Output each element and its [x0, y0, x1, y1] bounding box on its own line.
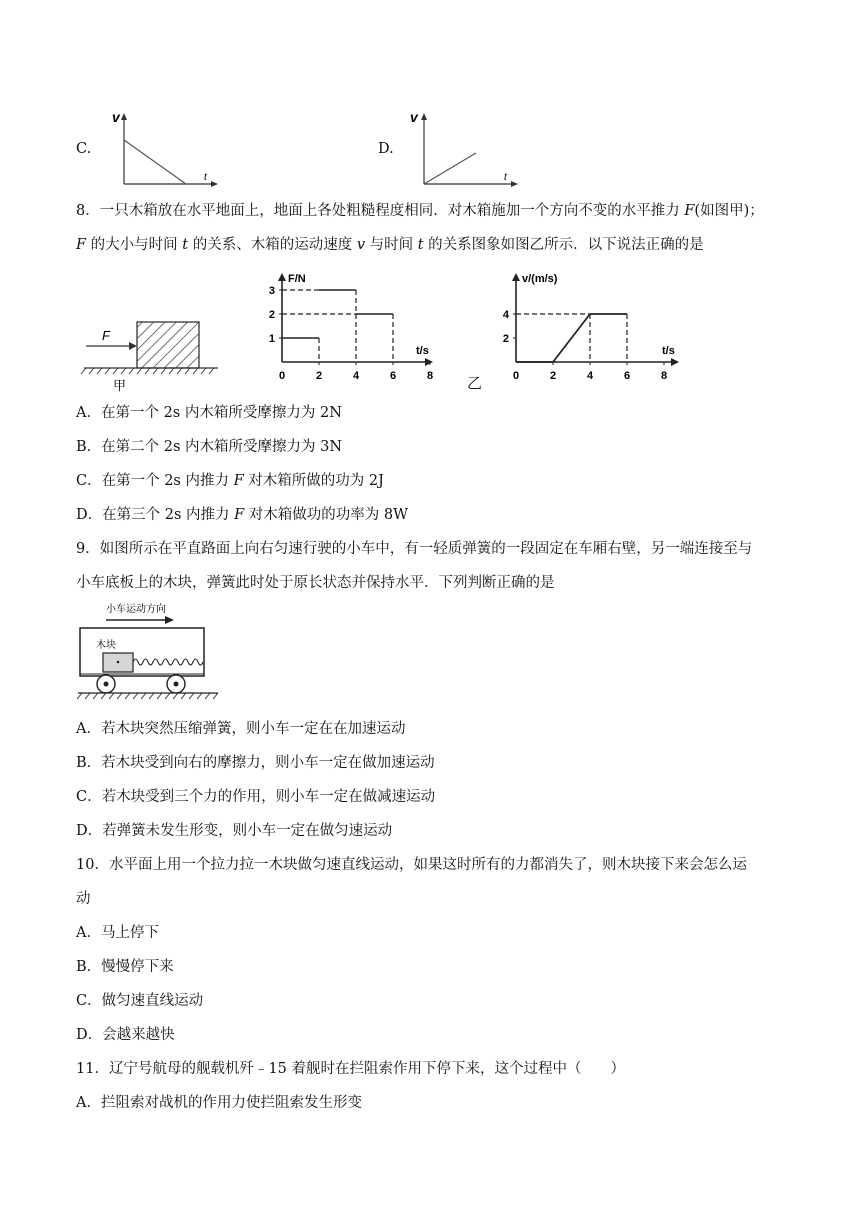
q10-option-b: B．慢慢停下来: [76, 959, 174, 975]
direction-arrow-icon: [165, 616, 174, 624]
force-arrow-icon: [129, 342, 137, 350]
y-axis-arrow-icon: [512, 273, 520, 281]
y-axis-label: v/(m/s): [522, 273, 558, 285]
q8-option-a: A．在第一个 2s 内木箱所受摩擦力为 2N: [76, 405, 342, 421]
x-tick-label: 2: [315, 370, 323, 382]
velocity-time-chart: [496, 262, 690, 390]
figure-caption-jia: 甲: [113, 378, 127, 393]
q8-option-c: C．在第一个 2s 内推力 F 对木箱所做的功为 2J: [76, 473, 384, 489]
y-axis-arrow-icon: [278, 273, 286, 281]
q9-cart-figure: [72, 600, 222, 702]
force-time-chart: [262, 262, 442, 390]
q11-option-a: A．拦阻索对战机的作用力使拦阻索发生形变: [76, 1095, 362, 1111]
velocity-segment: [553, 314, 590, 362]
q10-stem-line2: 动: [76, 891, 91, 907]
x-tick-label: 0: [278, 370, 286, 382]
direction-label: 小车运动方向: [106, 604, 166, 615]
q8-figure-jia: [80, 316, 220, 394]
q11-stem: 11．辽宁号航母的舰载机歼﹣15 着舰时在拦阻索作用下停下来，这个过程中（ ）: [76, 1061, 626, 1077]
block-label: 木块: [96, 640, 116, 651]
y-tick-label: 3: [268, 285, 275, 297]
option-letter: D.: [378, 141, 394, 157]
option-letter: C.: [76, 141, 92, 157]
q7-option-c: [76, 110, 236, 192]
q9-stem-line1: 9．如图所示在平直路面上向右匀速行驶的小车中，有一轻质弹簧的一段固定在车厢右壁，另一端连接至与: [76, 541, 753, 557]
x-tick-label: 0: [512, 370, 520, 382]
x-tick-label: 4: [586, 370, 594, 382]
axis-t-label: t: [204, 172, 207, 183]
q7-c-graph: [112, 109, 226, 190]
q10-stem-line1: 10．水平面上用一个拉力拉一木块做匀速直线运动，如果这时所有的力都消失了，则木块接下来会怎么运: [76, 857, 747, 873]
x-tick-label: 8: [426, 370, 434, 382]
q10-option-a: A．马上停下: [76, 925, 159, 941]
q8-option-b: B．在第二个 2s 内木箱所受摩擦力为 3N: [76, 439, 343, 455]
figure-caption-yi: 乙: [467, 374, 483, 392]
x-tick-label: 2: [549, 370, 557, 382]
x-tick-label: 4: [352, 370, 360, 382]
q9-stem-line2: 小车底板上的木块，弹簧此时处于原长状态并保持水平．下列判断正确的是: [76, 575, 555, 591]
axis-t-label: t: [504, 172, 507, 183]
y-tick-label: 4: [502, 309, 509, 321]
x-axis-label: t/s: [416, 345, 429, 357]
q9-option-a: A．若木块突然压缩弹簧，则小车一定在在加速运动: [76, 721, 406, 737]
axis-v-label: v: [410, 109, 418, 125]
y-tick-label: 2: [502, 333, 509, 345]
q8-stem-line2: F 的大小与时间 t 的关系、木箱的运动速度 v 与时间 t 的关系图象如图乙所示．以下说法正确的是: [76, 237, 704, 253]
axis-v-label: v: [112, 109, 120, 125]
force-label: F: [102, 328, 110, 343]
x-axis-arrow-icon: [425, 358, 433, 366]
q9-option-d: D．若弹簧未发生形变，则小车一定在做匀速运动: [76, 823, 393, 839]
y-tick-label: 2: [268, 309, 275, 321]
y-tick-label: 1: [268, 333, 275, 345]
cart-body: [80, 628, 204, 676]
q7-option-d: [378, 110, 538, 192]
y-axis-label: F/N: [288, 273, 306, 285]
q10-option-c: C．做匀速直线运动: [76, 993, 204, 1009]
q9-option-b: B．若木块受到向右的摩擦力，则小车一定在做加速运动: [76, 755, 435, 771]
q8-option-d: D．在第三个 2s 内推力 F 对木箱做功的功率为 8W: [76, 507, 409, 523]
x-tick-label: 6: [389, 370, 397, 382]
q10-option-d: D．会越来越快: [76, 1027, 175, 1043]
q9-option-c: C．若木块受到三个力的作用，则小车一定在做减速运动: [76, 789, 436, 805]
x-tick-label: 6: [623, 370, 631, 382]
wooden-box: [137, 322, 199, 368]
x-axis-arrow-icon: [671, 358, 679, 366]
x-axis-label: t/s: [662, 345, 675, 357]
q7-d-graph: [410, 109, 526, 190]
q8-stem-line1: 8．一只木箱放在水平地面上，地面上各处粗糙程度相同．对木箱施加一个方向不变的水平推力 F(如图甲)；: [76, 203, 764, 219]
x-tick-label: 8: [660, 370, 668, 382]
